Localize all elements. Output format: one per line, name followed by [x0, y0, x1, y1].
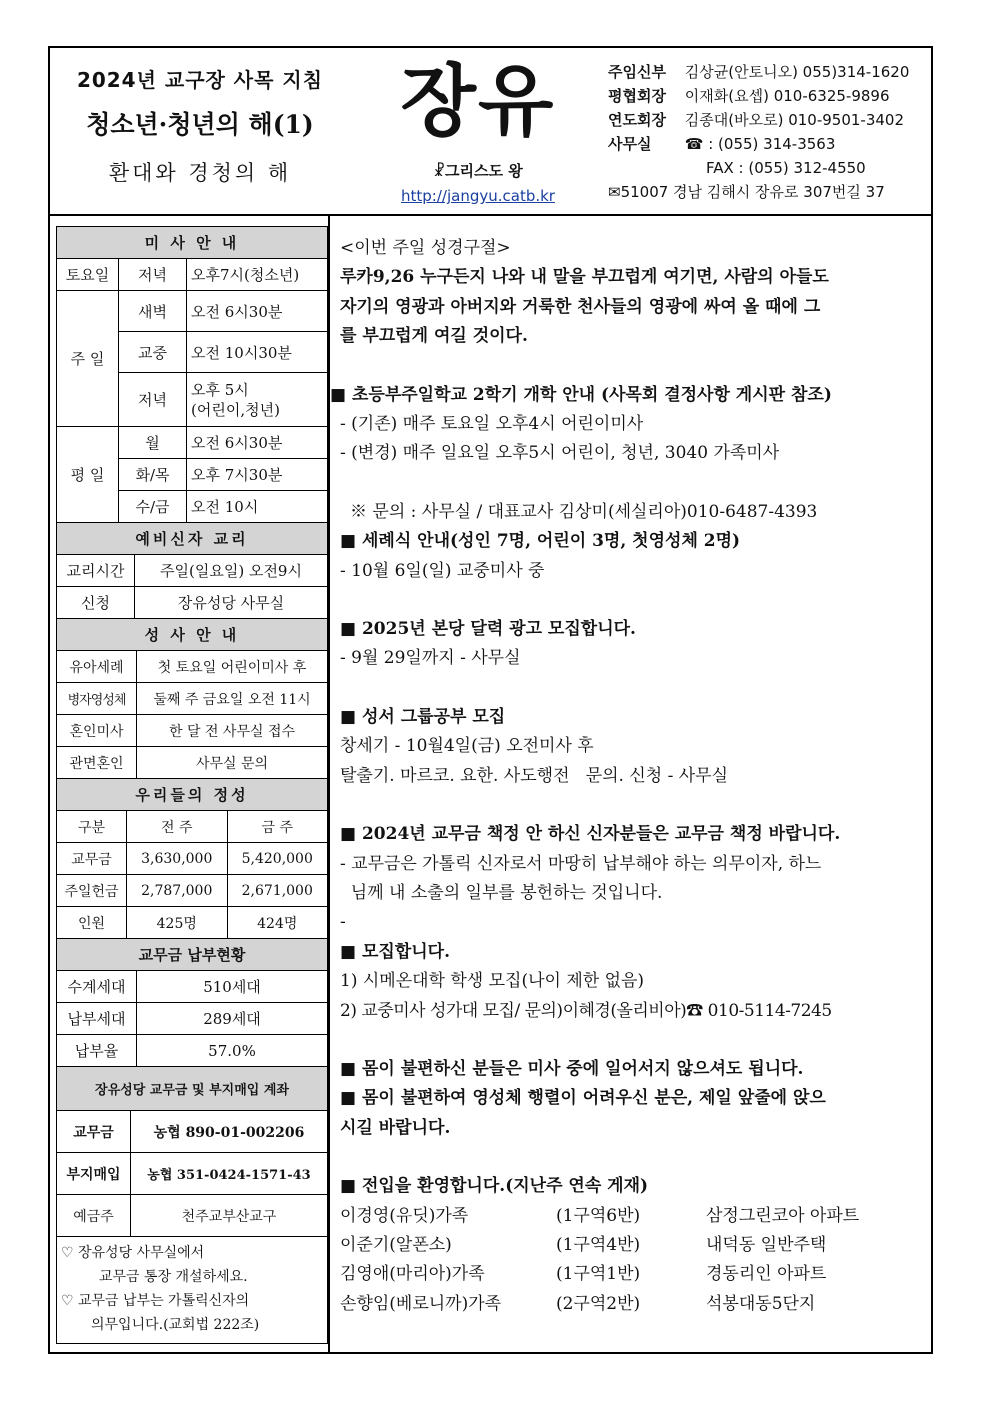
label-cell: 수계세대 [57, 971, 137, 1003]
detail-cell: 오전 6시30분 [187, 291, 328, 332]
calendar-heading: ■ 2025년 본당 달력 광고 모집합니다. [340, 619, 636, 640]
header-cell: 구분 [57, 811, 127, 843]
time-cell: 저녁 [119, 373, 187, 427]
notice-heading: 시길 바랍니다. [340, 1117, 451, 1138]
label-cell: 유아세례 [57, 651, 137, 683]
value-cell: 5,420,000 [227, 843, 328, 875]
label-cell: 교리시간 [57, 555, 135, 587]
notice-line: 2) 교중미사 성가대 모집/ 문의)이혜경(올리비아)☎ 010-5114-7245 [340, 1000, 832, 1021]
inquiry-line: ※ 문의 : 사무실 / 대표교사 김상미(세실리아)010-6487-4393 [350, 501, 818, 522]
mass-title: 미 사 안 내 [57, 227, 328, 259]
welcome-row: 이경영(유딧)가족 (1구역6반) 삼정그린코아 아파트 [340, 1205, 860, 1226]
label-cell: 부지매입 [57, 1153, 131, 1195]
notice-line: - 교무금은 가톨릭 신자로서 마땅히 납부해야 하는 의무이자, 하느 [340, 853, 822, 874]
value-cell: 2,787,000 [127, 875, 228, 907]
notice-line: 1) 시메온대학 학생 모집(나이 제한 없음) [340, 971, 645, 992]
label-cell: 관면혼인 [57, 747, 137, 779]
address: ✉51007 경남 김해시 장유로 307번길 37 [608, 183, 885, 201]
note-line: ♡ 교무금 납부는 가톨릭신자의 [61, 1293, 250, 1309]
account-number: 농협 351-0424-1571-43 [131, 1153, 328, 1195]
detail-cell: 오전 10시 [187, 491, 328, 523]
notice-heading: ■ 몸이 불편하여 영성체 행렬이 어려우신 분은, 제일 앞줄에 앉으 [340, 1088, 826, 1109]
offering-title: 우리들의 정성 [57, 779, 328, 811]
label-cell: 혼인미사 [57, 715, 137, 747]
notice-line: 탈출기. 마르코. 요한. 사도행전 문의. 신청 - 사무실 [340, 765, 729, 786]
day-cell: 평 일 [57, 427, 119, 523]
contact-info [608, 60, 938, 204]
notice-heading: ■ 몸이 불편하신 분들은 미사 중에 일어서지 않으셔도 됩니다. [340, 1058, 804, 1079]
label-cell: 예금주 [57, 1195, 131, 1237]
contact-row: FAX : (055) 312-4550 [706, 159, 866, 177]
value-cell: 주일(일요일) 오전9시 [135, 555, 328, 587]
gospel-text: 루카9,26 누구든지 나와 내 말을 부끄럽게 여기면, 사람의 아들도 [340, 267, 829, 288]
school-heading: ■ 초등부주일학교 2학기 개학 안내 (사목회 결정사항 게시판 참조) [330, 384, 832, 405]
time-cell: 월 [119, 427, 187, 459]
label-cell: 주일헌금 [57, 875, 127, 907]
value-cell: 510세대 [137, 971, 328, 1003]
notice-line: 님께 내 소출의 일부를 봉헌하는 것입니다. [340, 882, 663, 903]
label-cell: 납부세대 [57, 1003, 137, 1035]
welcome-row: 김영애(마리아)가족 (1구역1반) 경동리인 아파트 [340, 1264, 827, 1285]
mass-table [56, 226, 328, 523]
baptism-heading: ■ 세례식 안내(성인 7명, 어린이 3명, 첫영성체 2명) [340, 531, 741, 552]
welcome-row: 손향임(베로니까)가족 (2구역2반) 석봉대동5단지 [340, 1293, 816, 1314]
recruit-heading: ■ 모집합니다. [340, 941, 451, 962]
gospel-text: 자기의 영광과 아버지와 거룩한 천사들의 영광에 싸여 올 때에 그 [340, 296, 821, 317]
contact-row: 주임신부 김상균(안토니오) 055)314-1620 [608, 63, 910, 81]
notice-line: - (기존) 매주 토요일 오후4시 어린이미사 [340, 414, 644, 435]
value-cell: 사무실 문의 [137, 747, 328, 779]
payment-title: 교무금 납부현황 [57, 939, 328, 971]
header-cell: 전 주 [127, 811, 228, 843]
gospel-heading: <이번 주일 성경구절> [340, 238, 511, 258]
time-cell: 새벽 [119, 291, 187, 332]
account-number: 농협 890-01-002206 [131, 1111, 328, 1153]
contact-row: 연도회장 김종대(바오로) 010-9501-3402 [608, 111, 904, 129]
parish-name: 장유 [400, 57, 556, 147]
accounts-table [56, 1066, 328, 1237]
label-cell: 교무금 [57, 1111, 131, 1153]
welcome-heading: ■ 전입을 환영합니다.(지난주 연속 게재) [340, 1176, 649, 1197]
theme-title: 청소년·청년의 해(1) [86, 110, 314, 139]
main-column [330, 234, 930, 1319]
value-cell: 3,630,000 [127, 843, 228, 875]
day-cell: 주 일 [57, 291, 119, 427]
header [50, 48, 931, 216]
notice-line: - [340, 912, 346, 933]
detail-cell: 오후 5시 (어린이,청년) [187, 373, 328, 427]
value-cell: 천주교부산교구 [131, 1195, 328, 1237]
bulletin-frame [48, 46, 933, 1354]
contact-row: 평협회장 이재화(요셉) 010-6325-9896 [608, 87, 890, 105]
detail-cell: 오후7시(청소년) [187, 259, 328, 291]
theme-subtitle: 환대와 경청의 해 [108, 161, 292, 185]
note-line: 의무입니다.(교회법 222조) [91, 1317, 260, 1333]
value-cell: 둘째 주 금요일 오전 11시 [137, 683, 328, 715]
notice-line: - 10월 6일(일) 교중미사 중 [340, 560, 545, 581]
left-column [56, 226, 330, 1344]
time-cell: 수/금 [119, 491, 187, 523]
bible-heading: ■ 성서 그룹공부 모집 [340, 706, 506, 727]
label-cell: 교무금 [57, 843, 127, 875]
catechumen-title: 예비신자 교리 [57, 523, 328, 555]
christ-king: ☧그리스도 왕 [433, 162, 523, 180]
parish-url[interactable]: http://jangyu.catb.kr [401, 187, 555, 205]
value-cell: 한 달 전 사무실 접수 [137, 715, 328, 747]
year-guideline: 2024년 교구장 사목 지침 [76, 68, 324, 92]
label-cell: 병자영성체 [57, 683, 137, 715]
sacraments-table [56, 618, 328, 779]
time-cell: 저녁 [119, 259, 187, 291]
value-cell: 289세대 [137, 1003, 328, 1035]
catechumen-table [56, 522, 328, 619]
note-line: 교무금 통장 개설하세요. [99, 1269, 248, 1285]
time-cell: 교중 [119, 332, 187, 373]
value-cell: 2,671,000 [227, 875, 328, 907]
value-cell: 425명 [127, 907, 228, 939]
value-cell: 첫 토요일 어린이미사 후 [137, 651, 328, 683]
header-cell: 금 주 [227, 811, 328, 843]
value-cell: 57.0% [137, 1035, 328, 1067]
value-cell: 424명 [227, 907, 328, 939]
header-center [368, 48, 588, 205]
time-cell: 화/목 [119, 459, 187, 491]
payment-table [56, 938, 328, 1067]
detail-cell: 오후 7시30분 [187, 459, 328, 491]
accounts-title: 장유성당 교무금 및 부지매입 계좌 [57, 1067, 328, 1111]
sacraments-title: 성 사 안 내 [57, 619, 328, 651]
notice-line: - 9월 29일까지 - 사무실 [340, 648, 521, 669]
label-cell: 납부율 [57, 1035, 137, 1067]
label-cell: 신청 [57, 587, 135, 619]
offering-table [56, 778, 328, 939]
header-left [50, 48, 350, 187]
day-cell: 토요일 [57, 259, 119, 291]
dues-heading: ■ 2024년 교무금 책정 안 하신 신자분들은 교무금 책정 바랍니다. [340, 824, 841, 845]
account-notes [56, 1237, 328, 1344]
welcome-row: 이준기(알폰소) (1구역4반) 내덕동 일반주택 [340, 1234, 827, 1255]
notice-line: 창세기 - 10월4일(금) 오전미사 후 [340, 736, 594, 757]
gospel-text: 를 부끄럽게 여길 것이다. [340, 326, 528, 347]
notice-line: - (변경) 매주 일요일 오후5시 어린이, 청년, 3040 가족미사 [340, 443, 780, 464]
value-cell: 장유성당 사무실 [135, 587, 328, 619]
detail-cell: 오전 6시30분 [187, 427, 328, 459]
detail-cell: 오전 10시30분 [187, 332, 328, 373]
note-line: ♡ 장유성당 사무실에서 [61, 1245, 205, 1261]
contact-row: 사무실 ☎ : (055) 314-3563 [608, 135, 836, 153]
label-cell: 인원 [57, 907, 127, 939]
